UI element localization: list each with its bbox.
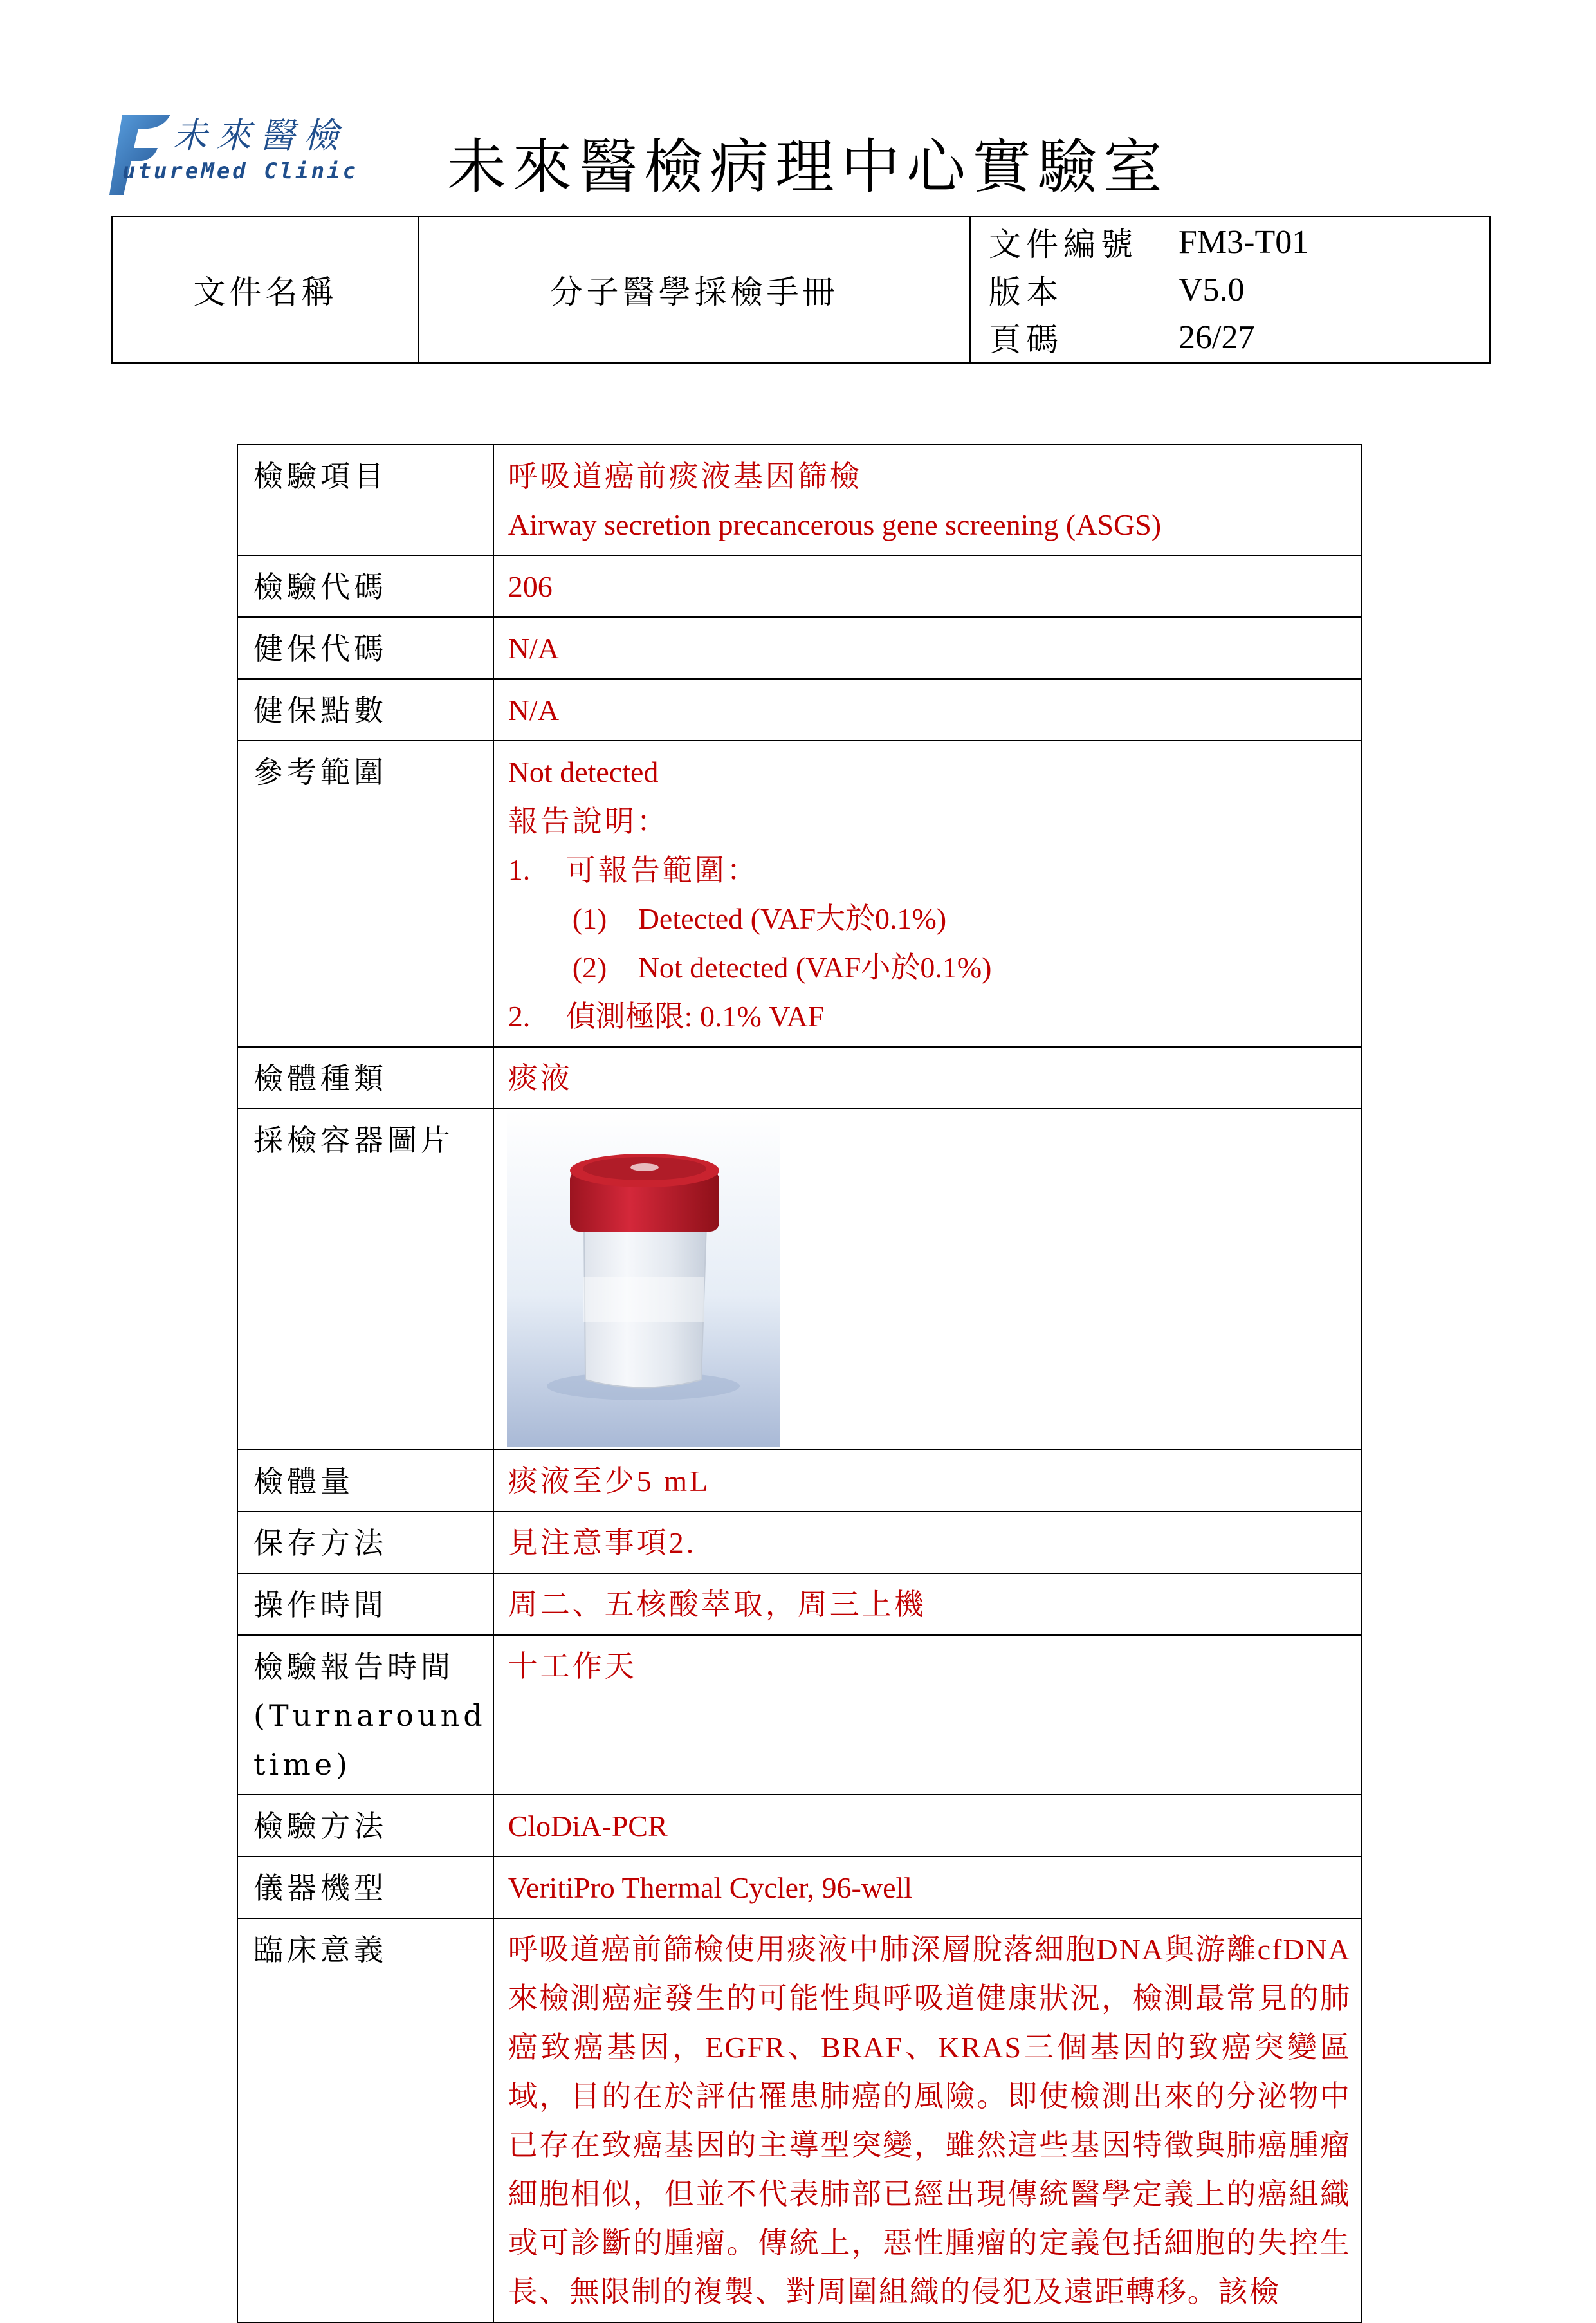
list-number: 1. bbox=[508, 853, 531, 886]
list-text: Detected (VAF大於0.1%) bbox=[637, 902, 947, 935]
reference-value: Not detected bbox=[508, 755, 659, 788]
page-number-row bbox=[989, 313, 1489, 361]
specimen-type-value: 痰液 bbox=[493, 1047, 1362, 1109]
page-number-label: 頁碼 bbox=[989, 321, 1063, 358]
instrument-label: 儀器機型 bbox=[237, 1856, 493, 1918]
clinical-significance-label: 臨床意義 bbox=[237, 1918, 493, 2322]
table-row bbox=[237, 1635, 1362, 1795]
storage-method-value: 見注意事項2. bbox=[493, 1512, 1362, 1573]
list-number: (2) bbox=[572, 951, 607, 984]
container-image-label: 採檢容器圖片 bbox=[237, 1109, 493, 1450]
reference-range-label: 參考範圍 bbox=[237, 741, 493, 1047]
table-row bbox=[237, 555, 1362, 617]
clinical-significance-value: 呼吸道癌前篩檢使用痰液中肺深層脫落細胞DNA與游離cfDNA來檢測癌症發生的可能性與呼吸道健康狀況，檢測最常見的肺癌致癌基因，EGFR、BRAF、KRAS三個基因的致癌突變區域，目的在於評估罹患肺癌的風險。即使檢測出來的分泌物中已存在致癌基因的主導型突變，雖然這些基因特徵與肺癌腫瘤細胞相似，但並不代表肺部已經出現傳統醫學定義上的癌組織或可診斷的腫瘤。傳統上，惡性腫瘤的定義包括細胞的失控生長、無限制的複製、對周圍組織的侵犯及遠距轉移。該檢 bbox=[493, 1918, 1362, 2322]
test-item-label: 檢驗項目 bbox=[237, 445, 493, 555]
doc-number-label: 文件編號 bbox=[989, 226, 1138, 263]
nhi-points-label: 健保點數 bbox=[237, 679, 493, 741]
list-number: (1) bbox=[572, 902, 607, 935]
specimen-volume-label: 檢體量 bbox=[237, 1450, 493, 1512]
version-row bbox=[989, 266, 1489, 313]
doc-number-row bbox=[989, 218, 1489, 266]
page-header bbox=[96, 82, 1499, 214]
instrument-value: VeritiPro Thermal Cycler, 96-well bbox=[493, 1856, 1362, 1918]
list-number: 2. bbox=[508, 1000, 531, 1033]
table-row bbox=[237, 679, 1362, 741]
specimen-volume-value: 痰液至少5 mL bbox=[493, 1450, 1362, 1512]
nhi-code-value: N/A bbox=[493, 617, 1362, 679]
storage-method-label: 保存方法 bbox=[237, 1512, 493, 1573]
table-row bbox=[237, 1450, 1362, 1512]
test-item-zh: 呼吸道癌前痰液基因篩檢 bbox=[508, 459, 862, 494]
reference-range-value bbox=[493, 741, 1362, 1047]
test-spec-table bbox=[237, 444, 1362, 2323]
table-row bbox=[237, 445, 1362, 555]
test-item-value bbox=[493, 445, 1362, 555]
doc-number-value: FM3-T01 bbox=[1179, 223, 1309, 261]
table-row bbox=[237, 617, 1362, 679]
test-method-label: 檢驗方法 bbox=[237, 1795, 493, 1856]
nhi-code-label: 健保代碼 bbox=[237, 617, 493, 679]
specimen-type-label: 檢體種類 bbox=[237, 1047, 493, 1109]
doc-name-label: 文件名稱 bbox=[112, 216, 419, 363]
list-text: 可報告範圍： bbox=[565, 853, 759, 887]
table-row bbox=[237, 1856, 1362, 1918]
table-row bbox=[237, 1047, 1362, 1109]
logo-chinese-name: 未來醫檢 bbox=[172, 115, 347, 156]
table-row bbox=[237, 1573, 1362, 1635]
test-method-value: CloDiA-PCR bbox=[493, 1795, 1362, 1856]
turnaround-time-label: 檢驗報告時間(Turnaround time) bbox=[237, 1635, 493, 1795]
lab-title: 未來醫檢病理中心實驗室 bbox=[447, 133, 1169, 201]
turnaround-time-value: 十工作天 bbox=[493, 1635, 1362, 1795]
nhi-points-value: N/A bbox=[493, 679, 1362, 741]
logo-f-mark-icon bbox=[103, 108, 180, 205]
page-number-value: 26/27 bbox=[1179, 319, 1255, 356]
operation-time-value: 周二、五核酸萃取，周三上機 bbox=[493, 1573, 1362, 1635]
specimen-container-image bbox=[507, 1109, 780, 1447]
list-item bbox=[508, 992, 1351, 1041]
table-row bbox=[237, 1109, 1362, 1450]
logo-english-name: utureMed Clinic bbox=[122, 158, 359, 184]
doc-name-value: 分子醫學採檢手冊 bbox=[419, 216, 970, 363]
table-row bbox=[237, 1918, 1362, 2322]
document-meta-table bbox=[111, 216, 1491, 364]
list-item bbox=[508, 894, 1351, 943]
version-value: V5.0 bbox=[1179, 271, 1245, 308]
clinic-logo bbox=[96, 82, 431, 205]
test-code-value: 206 bbox=[493, 555, 1362, 617]
table-row bbox=[237, 1512, 1362, 1573]
list-item bbox=[508, 846, 1351, 894]
test-item-en: Airway secretion precancerous gene screening (ASGS) bbox=[508, 508, 1162, 541]
list-item bbox=[508, 943, 1351, 992]
table-row bbox=[237, 1795, 1362, 1856]
report-note-title: 報告說明： bbox=[508, 804, 669, 838]
table-row bbox=[237, 741, 1362, 1047]
version-label: 版本 bbox=[989, 273, 1063, 311]
operation-time-label: 操作時間 bbox=[237, 1573, 493, 1635]
list-text: 偵測極限: 0.1% VAF bbox=[565, 1000, 825, 1033]
test-code-label: 檢驗代碼 bbox=[237, 555, 493, 617]
doc-meta-details bbox=[970, 216, 1490, 363]
container-image-cell bbox=[493, 1109, 1362, 1450]
list-text: Not detected (VAF小於0.1%) bbox=[637, 951, 992, 984]
